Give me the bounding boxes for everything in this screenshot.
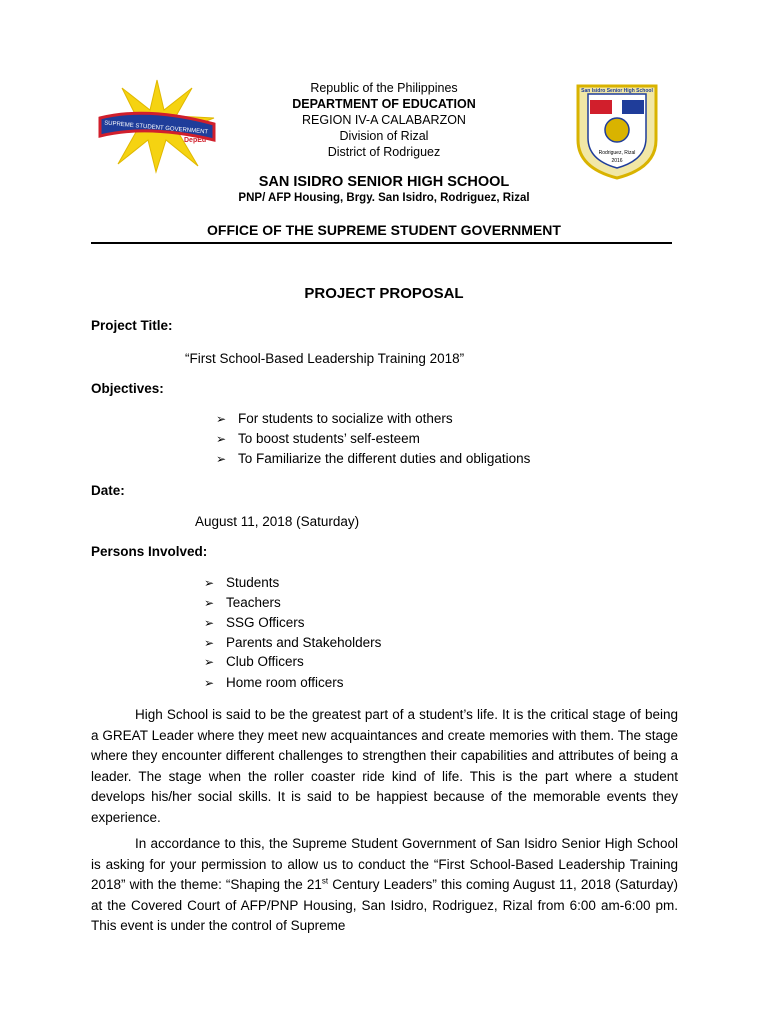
person-text: Teachers [226,595,281,610]
list-item [216,451,530,466]
objective-text: To boost students’ self-esteem [238,431,420,446]
list-item [204,615,305,630]
list-item [204,575,279,590]
objective-text: For students to socialize with others [238,411,453,426]
arrowhead-bullet-icon: ➢ [204,636,215,650]
arrowhead-bullet-icon: ➢ [204,576,215,590]
person-text: Students [226,575,280,590]
person-text: Parents and Stakeholders [226,635,382,650]
objective-text: To Familiarize the different duties and obligations [238,451,531,466]
arrowhead-bullet-icon: ➢ [204,596,215,610]
header-line-republic: Republic of the Philippines [310,81,458,95]
objectives-label: Objectives: [91,381,164,396]
school-name: SAN ISIDRO SENIOR HIGH SCHOOL [258,174,510,190]
ordinal-superscript: st [321,876,329,886]
person-text: Club Officers [226,654,304,669]
project-title-value: “First School-Based Leadership Training 2018” [185,351,465,366]
deped-tag: DepEd [184,137,207,144]
school-address: PNP/ AFP Housing, Brgy. San Isidro, Rodriguez, Rizal [238,192,530,204]
seal-bottom-text: Rodriguez, Rizal [598,150,636,156]
header-line-deped: DEPARTMENT OF EDUCATION [292,97,476,111]
arrowhead-bullet-icon: ➢ [204,616,215,630]
header-line-region: REGION IV-A CALABARZON [302,113,466,127]
list-item [216,431,420,446]
header-line-district: District of Rodriguez [327,145,441,159]
list-item [216,411,453,426]
paragraph2-part-b: Century Leaders” this coming August 11, 2018 (Saturday) at the Covered Court of AFP/PNP Housing, San Isidro, Rodriguez, Rizal from 6:00 am-6:00 pm. This event is under the control of Supreme [91,877,678,933]
person-text: Home room officers [226,675,344,690]
persons-label: Persons Involved: [91,544,208,559]
body-paragraph-1: High School is said to be the greatest part of a student’s life. It is the critical stage of being a GREAT Leader where they meet new acquaintances and create memories with them. The stage where they encounter different challenges to strengthen their capabilities and attributes of being a leader. The stage when the roller coaster ride kind of life. This is the part where a student develops his/her social skills. It is said to be happiest because of the memorable events they experience. [91,707,678,825]
arrowhead-bullet-icon: ➢ [216,412,227,426]
date-label: Date: [91,483,125,498]
arrowhead-bullet-icon: ➢ [216,432,227,446]
header-divider [91,242,672,244]
body-paragraph-2 [91,834,678,937]
arrowhead-bullet-icon: ➢ [204,676,215,690]
govt-header [0,80,768,160]
person-text: SSG Officers [226,615,305,630]
project-title-label: Project Title: [91,318,173,333]
header-line-division: Division of Rizal [339,129,429,143]
seal-ring-text: San Isidro Senior High School [581,88,653,94]
banner-text: SUPREME STUDENT GOVERNMENT [103,120,209,136]
office-title: OFFICE OF THE SUPREME STUDENT GOVERNMENT [207,222,561,238]
arrowhead-bullet-icon: ➢ [216,452,227,466]
list-item [204,635,381,650]
document-title: PROJECT PROPOSAL [304,285,464,302]
arrowhead-bullet-icon: ➢ [204,655,215,669]
list-item [204,654,304,669]
list-item [204,675,344,690]
paragraph2-part-a: In accordance to this, the Supreme Student Government of San Isidro Senior High School is asking for your permission to allow us to conduct the “First School-Based Leadership Training 2018” with the theme: “Shaping the 21 [91,836,678,892]
date-value: August 11, 2018 (Saturday) [195,514,360,529]
seal-year: 2016 [611,158,623,164]
list-item [204,595,281,610]
